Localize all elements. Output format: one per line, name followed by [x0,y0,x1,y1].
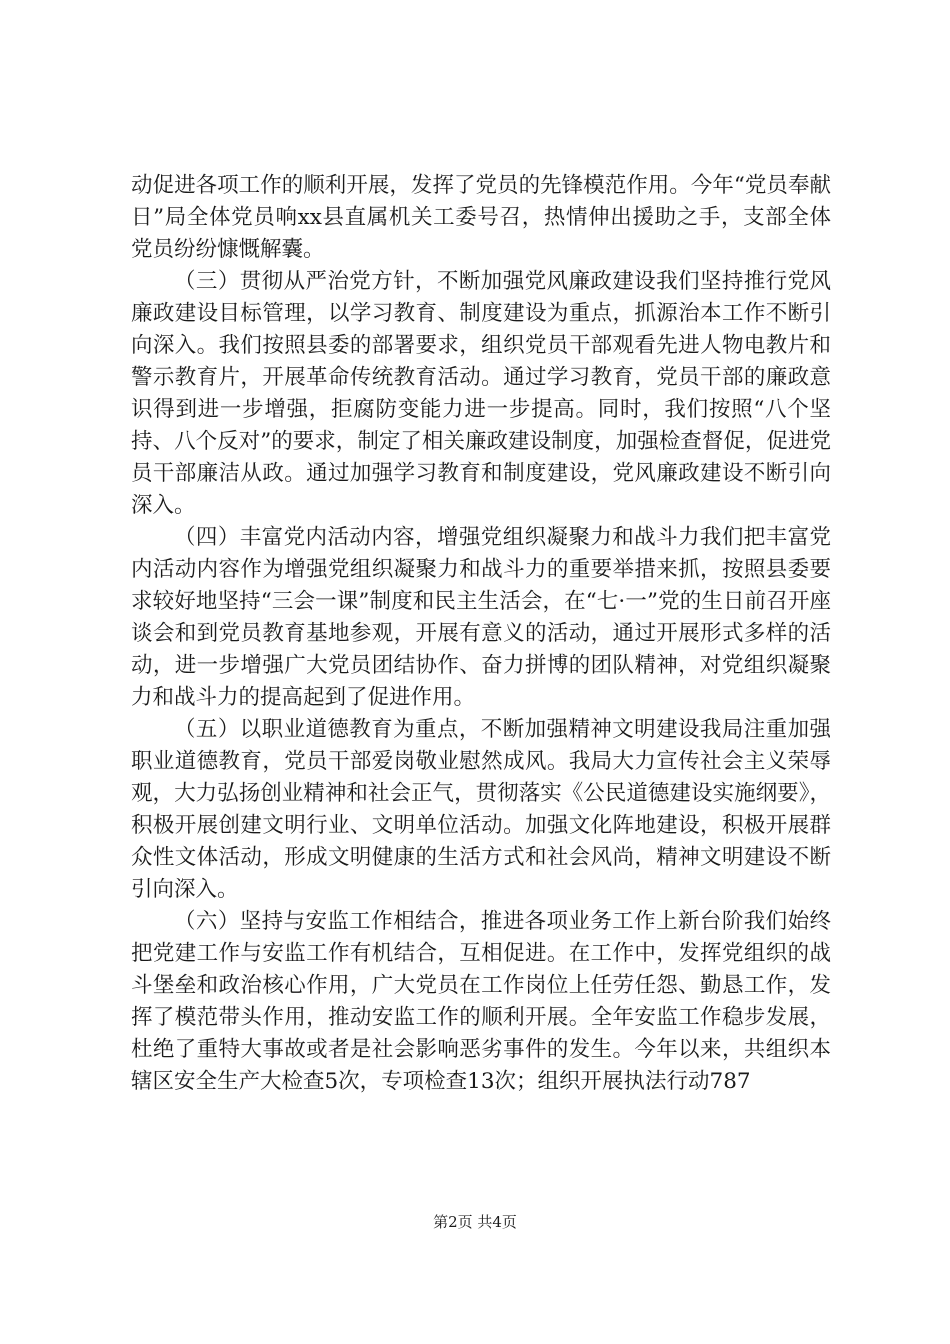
paragraph: （四）丰富党内活动内容，增强党组织凝聚力和战斗力我们把丰富党内活动内容作为增强党组织凝聚力和战斗力的重要举措来抓，按照县委要求较好地坚持“三会一课”制度和民主生活会，在“七·一”党的生日前召开座谈会和到党员教育基地参观，开展有意义的活动，通过开展形式多样的活动，进一步增强广大党员团结协作、奋力拼博的团队精神，对党组织凝聚力和战斗力的提高起到了促进作用。 [131,525,831,710]
paragraph: 动促进各项工作的顺利开展，发挥了党员的先锋模范作用。今年“党员奉献日”局全体党员响xx县直属机关工委号召，热情伸出援助之手，支部全体党员纷纷慷慨解囊。 [131,173,831,262]
paragraph: （六）坚持与安监工作相结合，推进各项业务工作上新台阶我们始终把党建工作与安监工作有机结合，互相促进。在工作中，发挥党组织的战斗堡垒和政治核心作用，广大党员在工作岗位上任劳任怨、勤恳工作，发挥了模范带头作用，推动安监工作的顺利开展。全年安监工作稳步发展，杜绝了重特大事故或者是社会影响恶劣事件的发生。今年以来，共组织本辖区安全生产大检查5次，专项检查13次；组织开展执法行动787 [131,909,831,1094]
document-body [131,170,831,1098]
page-number-footer: 第2页 共4页 [433,1213,517,1231]
paragraph: （三）贯彻从严治党方针，不断加强党风廉政建设我们坚持推行党风廉政建设目标管理，以学习教育、制度建设为重点，抓源治本工作不断引向深入。我们按照县委的部署要求，组织党员干部观看先进人物电教片和警示教育片，开展革命传统教育活动。通过学习教育，党员干部的廉政意识得到进一步增强，拒腐防变能力进一步提高。同时，我们按照“八个坚持、八个反对”的要求，制定了相关廉政建设制度，加强检查督促，促进党员干部廉洁从政。通过加强学习教育和制度建设，党风廉政建设不断引向深入。 [131,269,831,518]
paragraph: （五）以职业道德教育为重点，不断加强精神文明建设我局注重加强职业道德教育，党员干部爱岗敬业慰然成风。我局大力宣传社会主义荣辱观，大力弘扬创业精神和社会正气，贯彻落实《公民道德建设实施纲要》，积极开展创建文明行业、文明单位活动。加强文化阵地建设，积极开展群众性文体活动，形成文明健康的生活方式和社会风尚，精神文明建设不断引向深入。 [131,717,831,902]
